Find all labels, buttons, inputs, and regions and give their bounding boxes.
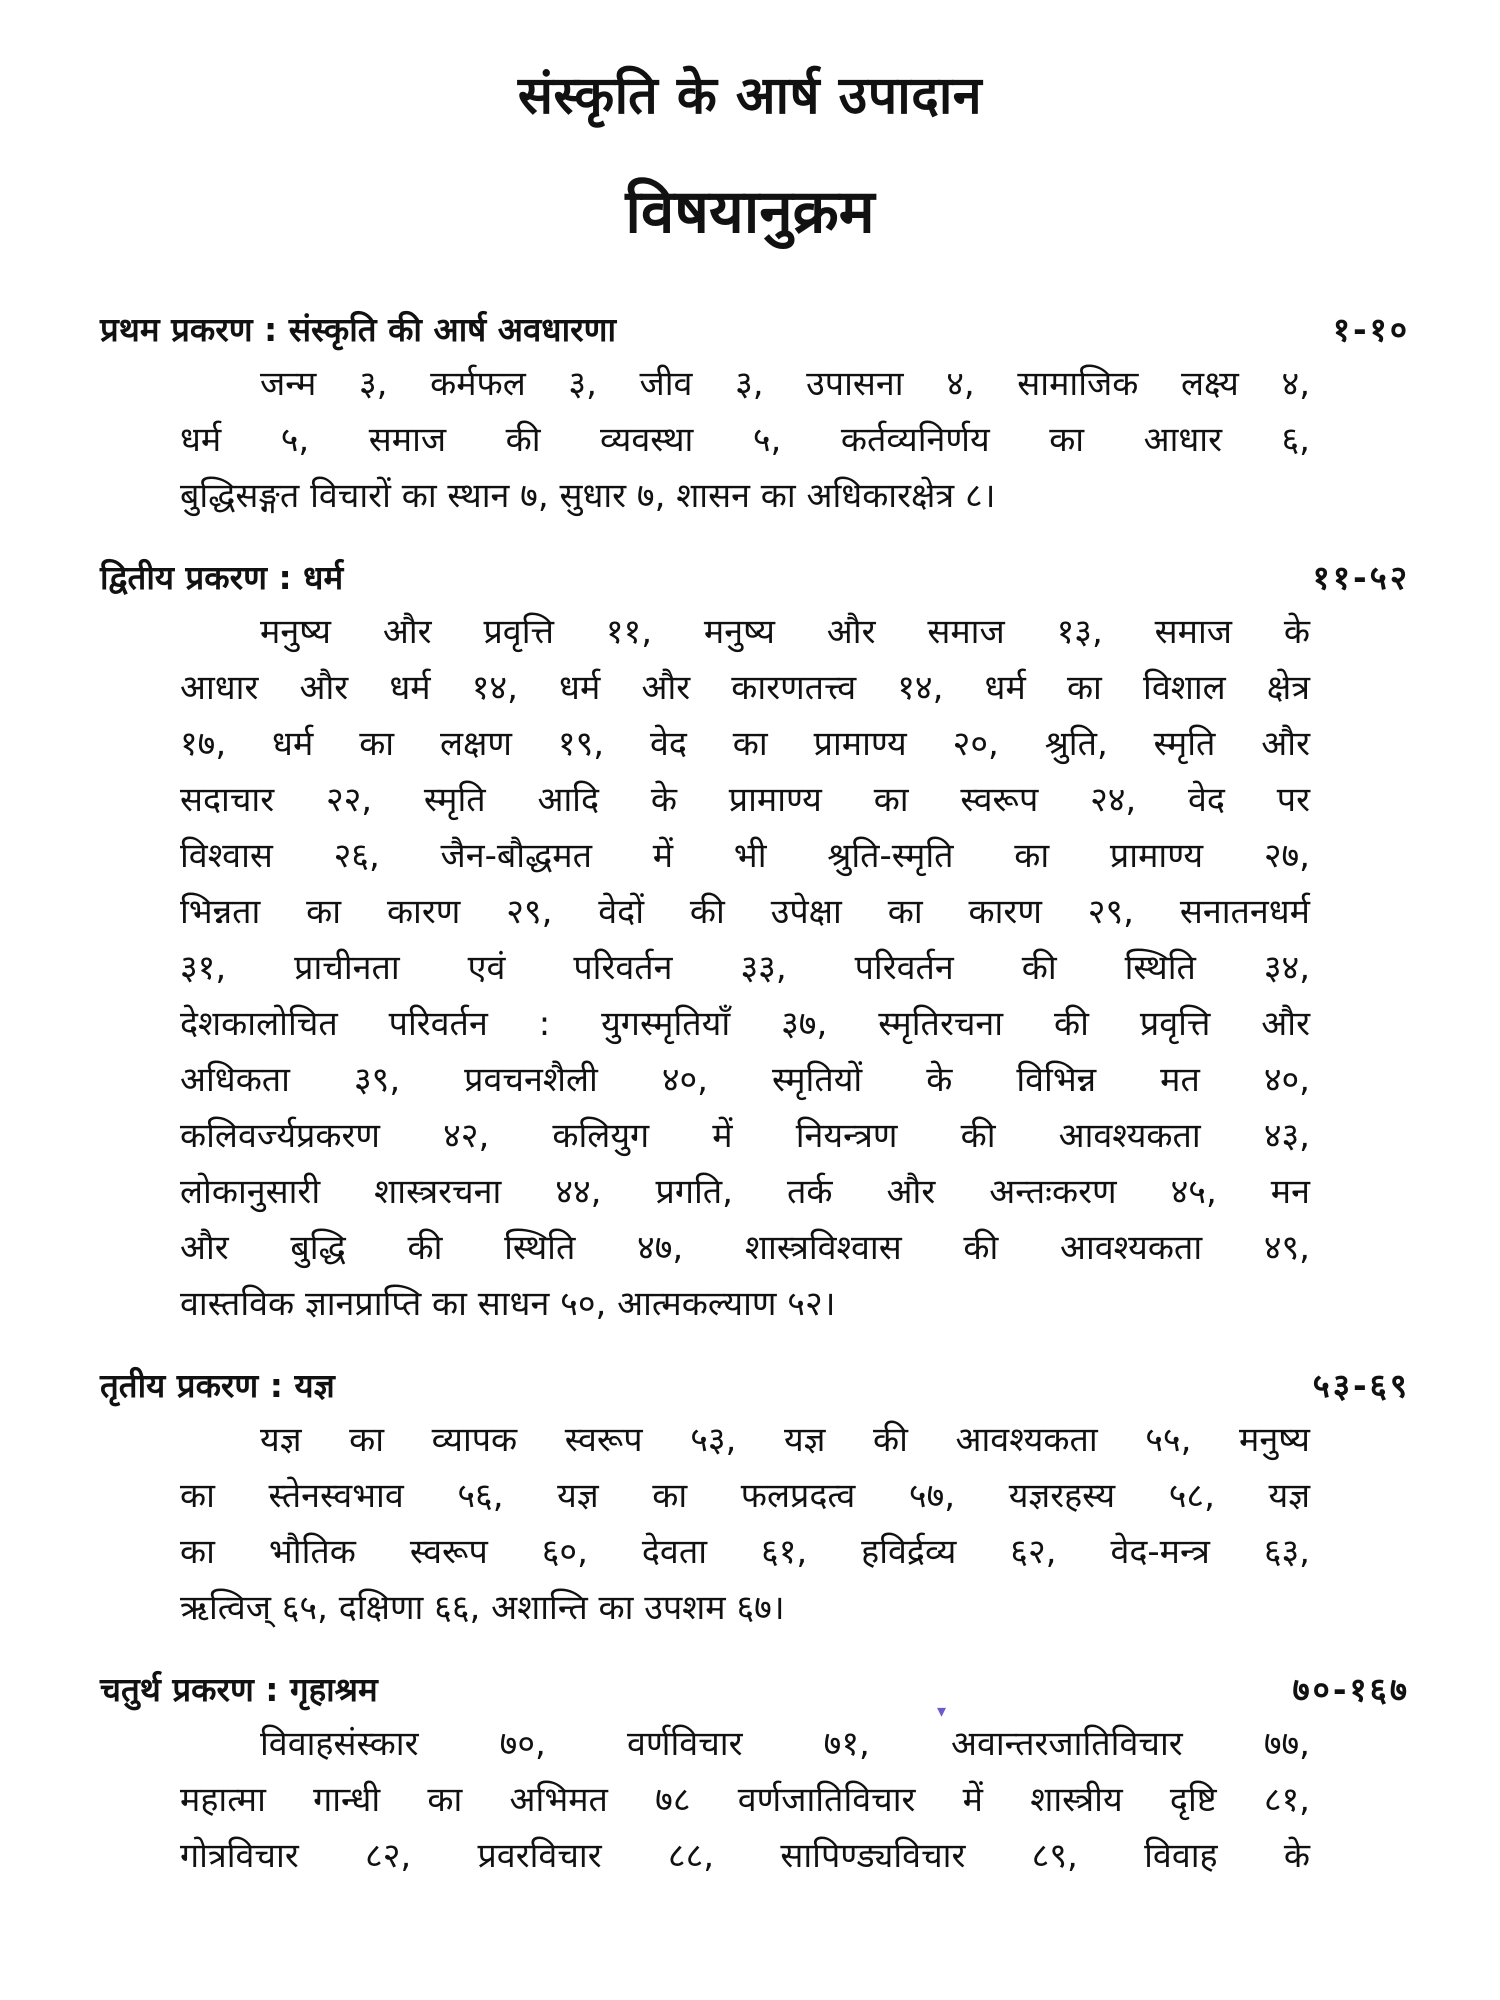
- section-contents: [180, 1412, 1310, 1636]
- toc-sections: [100, 306, 1410, 1914]
- contents-line: गोत्रविचार ८२, प्रवरविचार ८८, सापिण्ड्यविचार ८९, विवाह के: [180, 1836, 1310, 1876]
- contents-line: ३१, प्राचीनता एवं परिवर्तन ३३, परिवर्तन की स्थिति ३४,: [180, 948, 1310, 988]
- contents-line: कलिवर्ज्यप्रकरण ४२, कलियुग में नियन्त्रण की आवश्यकता ४३,: [180, 1116, 1310, 1156]
- contents-line: का स्तेनस्वभाव ५६, यज्ञ का फलप्रदत्व ५७, यज्ञरहस्य ५८, यज्ञ: [180, 1476, 1310, 1516]
- contents-line: बुद्धिसङ्गत विचारों का स्थान ७, सुधार ७, शासन का अधिकारक्षेत्र ८।: [180, 476, 996, 516]
- contents-line: सदाचार २२, स्मृति आदि के प्रामाण्य का स्वरूप २४, वेद पर: [180, 780, 1310, 820]
- contents-line: विश्वास २६, जैन-बौद्धमत में भी श्रुति-स्मृति का प्रामाण्य २७,: [180, 836, 1310, 876]
- section-heading: प्रथम प्रकरण : संस्कृति की आर्ष अवधारणा: [100, 310, 617, 349]
- contents-line: देशकालोचित परिवर्तन : युगस्मृतियाँ ३७, स्मृतिरचना की प्रवृत्ति और: [180, 1004, 1310, 1044]
- contents-line: वास्तविक ज्ञानप्राप्ति का साधन ५०, आत्मकल्याण ५२।: [180, 1284, 836, 1324]
- contents-line: १७, धर्म का लक्षण १९, वेद का प्रामाण्य २०, श्रुति, स्मृति और: [180, 724, 1310, 764]
- toc-section: [100, 306, 1410, 524]
- contents-line: विवाहसंस्कार ७०, वर्णविचार ७१, अवान्तरजातिविचार ७७,: [260, 1724, 1310, 1764]
- contents-line: लोकानुसारी शास्त्ररचना ४४, प्रगति, तर्क और अन्तःकरण ४५, मन: [180, 1172, 1310, 1212]
- section-heading: तृतीय प्रकरण : यज्ञ: [100, 1366, 335, 1405]
- section-header: [100, 1362, 1410, 1412]
- contents-line: भिन्नता का कारण २९, वेदों की उपेक्षा का कारण २९, सनातनधर्म: [180, 892, 1310, 932]
- section-heading: चतुर्थ प्रकरण : गृहाश्रम: [100, 1670, 378, 1709]
- section-page-range: १-१०: [1332, 310, 1410, 349]
- contents-line: जन्म ३, कर्मफल ३, जीव ३, उपासना ४, सामाजिक लक्ष्य ४,: [260, 364, 1310, 404]
- contents-line: का भौतिक स्वरूप ६०, देवता ६१, हविर्द्रव्य ६२, वेद-मन्त्र ६३,: [180, 1532, 1310, 1572]
- book-title: संस्कृति के आर्ष उपादान: [517, 66, 983, 126]
- toc-section: [100, 1362, 1410, 1636]
- section-contents: [180, 1716, 1310, 1884]
- ink-mark-icon: ▾: [937, 1701, 947, 1722]
- toc-section: [100, 1666, 1410, 1884]
- section-page-range: ५३-६९: [1312, 1366, 1410, 1405]
- section-contents: [180, 604, 1310, 1332]
- toc-title: विषयानुक्रम: [625, 177, 875, 247]
- section-page-range: ११-५२: [1312, 558, 1410, 597]
- contents-line: महात्मा गान्धी का अभिमत ७८ वर्णजातिविचार में शास्त्रीय दृष्टि ८१,: [180, 1780, 1310, 1820]
- section-header: [100, 306, 1410, 356]
- contents-line: धर्म ५, समाज की व्यवस्था ५, कर्तव्यनिर्णय का आधार ६,: [180, 420, 1310, 460]
- contents-line: आधार और धर्म १४, धर्म और कारणतत्त्व १४, धर्म का विशाल क्षेत्र: [180, 668, 1310, 708]
- section-contents: [180, 356, 1310, 524]
- contents-line: और बुद्धि की स्थिति ४७, शास्त्रविश्वास की आवश्यकता ४९,: [180, 1228, 1310, 1268]
- contents-line: यज्ञ का व्यापक स्वरूप ५३, यज्ञ की आवश्यकता ५५, मनुष्य: [260, 1420, 1310, 1460]
- contents-line: ऋत्विज् ६५, दक्षिणा ६६, अशान्ति का उपशम ६७।: [180, 1588, 785, 1628]
- section-header: [100, 1666, 1410, 1722]
- contents-line: अधिकता ३९, प्रवचनशैली ४०, स्मृतियों के विभिन्न मत ४०,: [180, 1060, 1310, 1100]
- section-header: [100, 554, 1410, 604]
- section-heading: द्वितीय प्रकरण : धर्म: [100, 558, 344, 597]
- section-page-range: ७०-१६७: [1292, 1670, 1410, 1709]
- toc-section: [100, 554, 1410, 1332]
- contents-line: मनुष्य और प्रवृत्ति ११, मनुष्य और समाज १३, समाज के: [260, 612, 1310, 652]
